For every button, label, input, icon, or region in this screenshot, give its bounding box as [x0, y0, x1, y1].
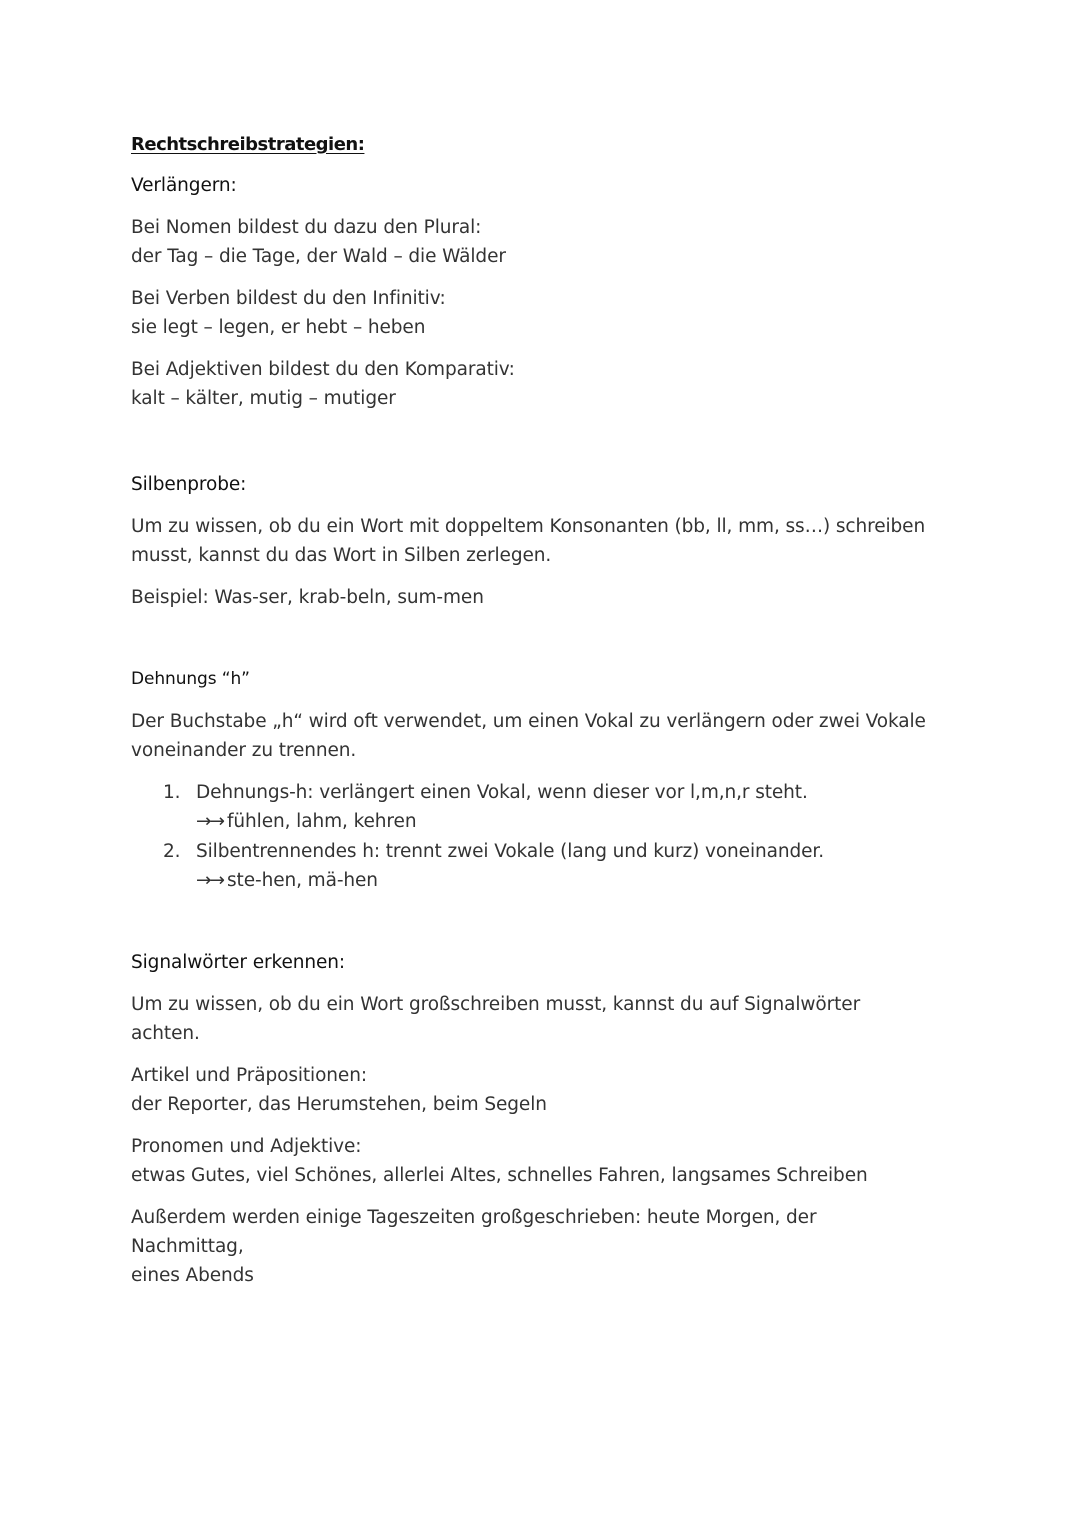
- paragraph-artikel: [131, 1061, 931, 1119]
- section-heading-dehnungs-h: Dehnungs “h”: [131, 669, 250, 689]
- paragraph-ausserdem: [131, 1203, 931, 1290]
- list-number: 2.: [163, 841, 181, 862]
- example-line: der Reporter, das Herumstehen, beim Segeln: [131, 1094, 547, 1115]
- paragraph-nomen: [131, 213, 931, 271]
- example-line: der Tag – die Tage, der Wald – die Wälder: [131, 246, 506, 267]
- paragraph-adjektive: [131, 355, 931, 413]
- section-heading-verlaengern: Verlängern:: [131, 175, 237, 196]
- list-item-example-line: [196, 807, 931, 836]
- paragraph-line: Bei Nomen bildest du dazu den Plural:: [131, 217, 482, 238]
- list-item-example: ste-hen, mä-hen: [227, 870, 378, 891]
- list-item-example-line: [196, 866, 931, 895]
- paragraph-line: voneinander zu trennen.: [131, 740, 357, 761]
- paragraph-line: eines Abends: [131, 1265, 254, 1286]
- example-line: sie legt – legen, er hebt – heben: [131, 317, 426, 338]
- arrow-right-icon: →→: [196, 811, 224, 832]
- paragraph-signalwoerter-intro: Um zu wissen, ob du ein Wort großschreiben musst, kannst du auf Signalwörter achten.: [131, 994, 861, 1044]
- paragraph-line: Bei Verben bildest du den Infinitiv:: [131, 288, 446, 309]
- list-item: [131, 778, 931, 836]
- list-number: 1.: [163, 782, 181, 803]
- paragraph-line: Pronomen und Adjektive:: [131, 1136, 362, 1157]
- paragraph-dehnungs-h: [131, 707, 931, 765]
- list-item-text: Dehnungs-h: verlängert einen Vokal, wenn dieser vor l,m,n,r steht.: [196, 782, 808, 803]
- paragraph-line: musst, kannst du das Wort in Silben zerlegen.: [131, 545, 552, 566]
- section-heading-signalwoerter: Signalwörter erkennen:: [131, 952, 346, 973]
- numbered-list: [131, 778, 931, 895]
- document-page: [131, 130, 931, 1303]
- list-item-text: Silbentrennendes h: trennt zwei Vokale (lang und kurz) voneinander.: [196, 841, 824, 862]
- paragraph-line: Artikel und Präpositionen:: [131, 1065, 367, 1086]
- paragraph-verben: [131, 284, 931, 342]
- list-item: [131, 837, 931, 895]
- example-line: kalt – kälter, mutig – mutiger: [131, 388, 396, 409]
- paragraph-line: Bei Adjektiven bildest du den Komparativ:: [131, 359, 515, 380]
- arrow-right-icon: →→: [196, 870, 224, 891]
- document-title: Rechtschreibstrategien:: [131, 134, 365, 155]
- paragraph-beispiel: Beispiel: Was-ser, krab-beln, sum-men: [131, 587, 484, 608]
- paragraph-silbenprobe: [131, 512, 931, 570]
- list-item-example: fühlen, lahm, kehren: [227, 811, 417, 832]
- paragraph-line: Der Buchstabe „h“ wird oft verwendet, um einen Vokal zu verlängern oder zwei Vokale: [131, 711, 926, 732]
- section-heading-silbenprobe: Silbenprobe:: [131, 474, 247, 495]
- example-line: etwas Gutes, viel Schönes, allerlei Altes, schnelles Fahren, langsames Schreiben: [131, 1165, 868, 1186]
- paragraph-pronomen: [131, 1132, 931, 1190]
- paragraph-line: Um zu wissen, ob du ein Wort mit doppeltem Konsonanten (bb, ll, mm, ss…) schreiben: [131, 516, 926, 537]
- paragraph-line: Außerdem werden einige Tageszeiten großgeschrieben: heute Morgen, der Nachmittag,: [131, 1207, 817, 1257]
